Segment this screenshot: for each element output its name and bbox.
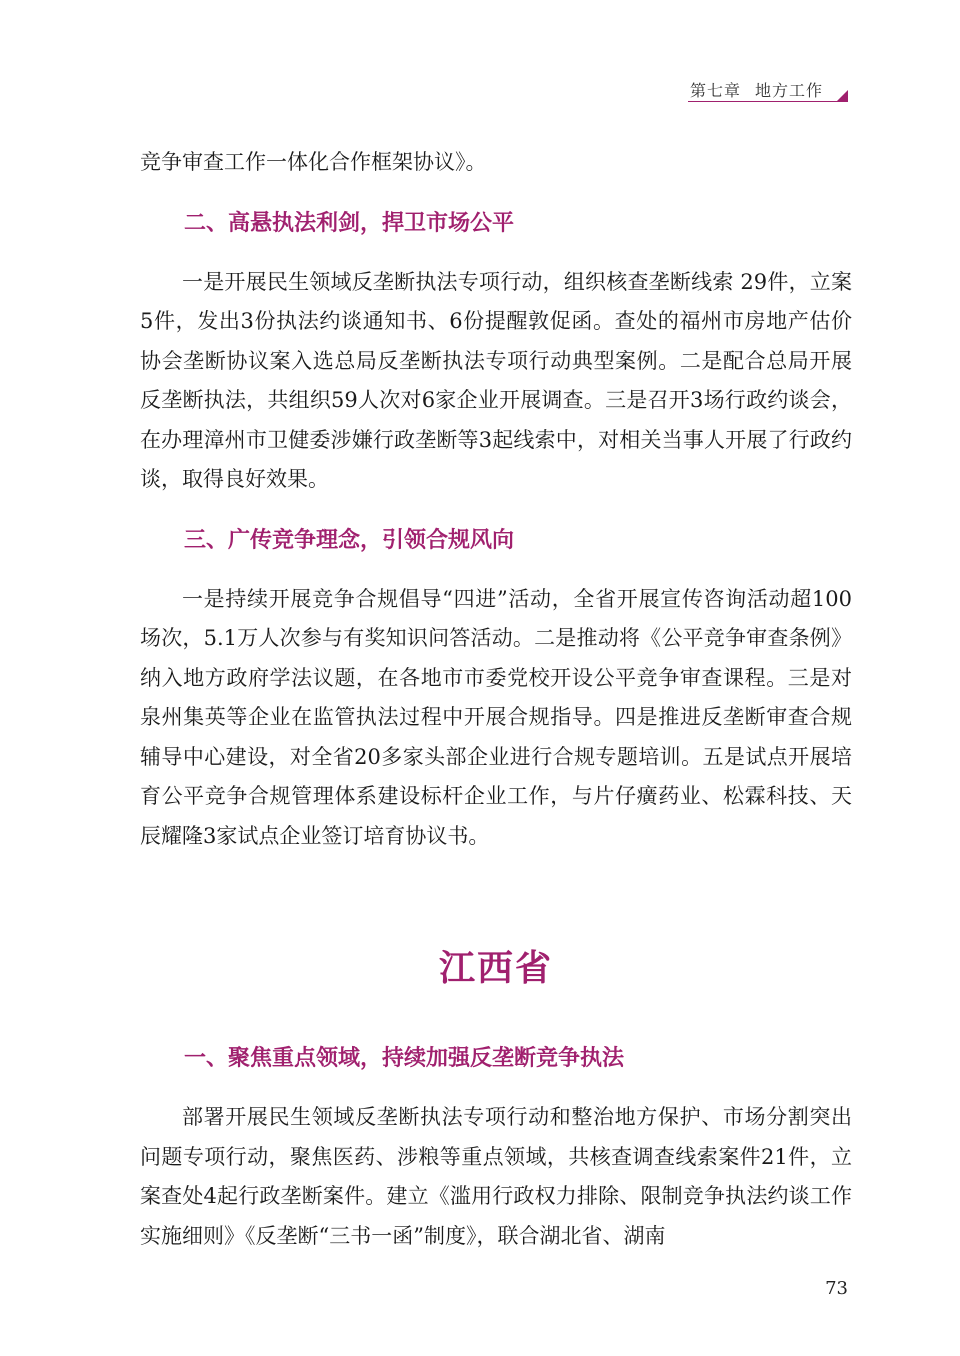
page-number: 73 [825,1278,848,1299]
section-label: 地方工作 [755,81,824,100]
running-header [690,78,823,101]
header-corner-triangle-icon [836,90,848,102]
section-heading-fujian-2: 二、高悬执法利剑，捍卫市场公平 [184,209,515,236]
page-content [140,143,852,1256]
paragraph-fujian-3: 一是持续开展竞争合规倡导“四进”活动，全省开展宣传咨询活动超100场次，5.1万人次参与有奖知识问答活动。二是推动将《公平竞争审查条例》纳入地方政府学法议题，在各地市市委党校开设公平竞争审查课程。三是对泉州集英等企业在监管执法过程中开展合规指导。四是推进反垄断审查合规辅导中心建设，对全省20多家头部企业进行合规专题培训。五是试点开展培育公平竞争合规管理体系建设标杆企业工作，与片仔癀药业、松霖科技、天辰耀隆3家试点企业签订培育协议书。 [140,586,852,848]
header-rule [688,101,838,102]
section-heading-fujian-3: 三、广传竞争理念，引领合规风向 [184,526,515,553]
paragraph-jiangxi-1: 部署开展民生领域反垄断执法专项行动和整治地方保护、市场分割突出问题专项行动，聚焦医药、涉粮等重点领域，共核查调查线索案件21件，立案查处4起行政垄断案件。建立《滥用行政权力排除、限制竞争执法约谈工作实施细则》《反垄断“三书一函”制度》，联合湖北省、湖南 [140,1105,852,1248]
paragraph-fujian-2: 一是开展民生领域反垄断执法专项行动，组织核查垄断线索 29件，立案5件，发出3份执法约谈通知书、6份提醒敦促函。查处的福州市房地产估价协会垄断协议案入选总局反垄断执法专项行动典型案例。二是配合总局开展反垄断执法，共组织59人次对6家企业开展调查。三是召开3场行政约谈会，在办理漳州市卫健委涉嫌行政垄断等3起线索中，对相关当事人开展了行政约谈，取得良好效果。 [140,269,852,491]
province-title: 江西省 [438,948,553,989]
chapter-label: 第七章 [690,81,742,100]
section-heading-jiangxi-1: 一、聚焦重点领域，持续加强反垄断竞争执法 [184,1045,625,1071]
continuation-paragraph: 竞争审查工作一体化合作框架协议》。 [140,150,487,174]
